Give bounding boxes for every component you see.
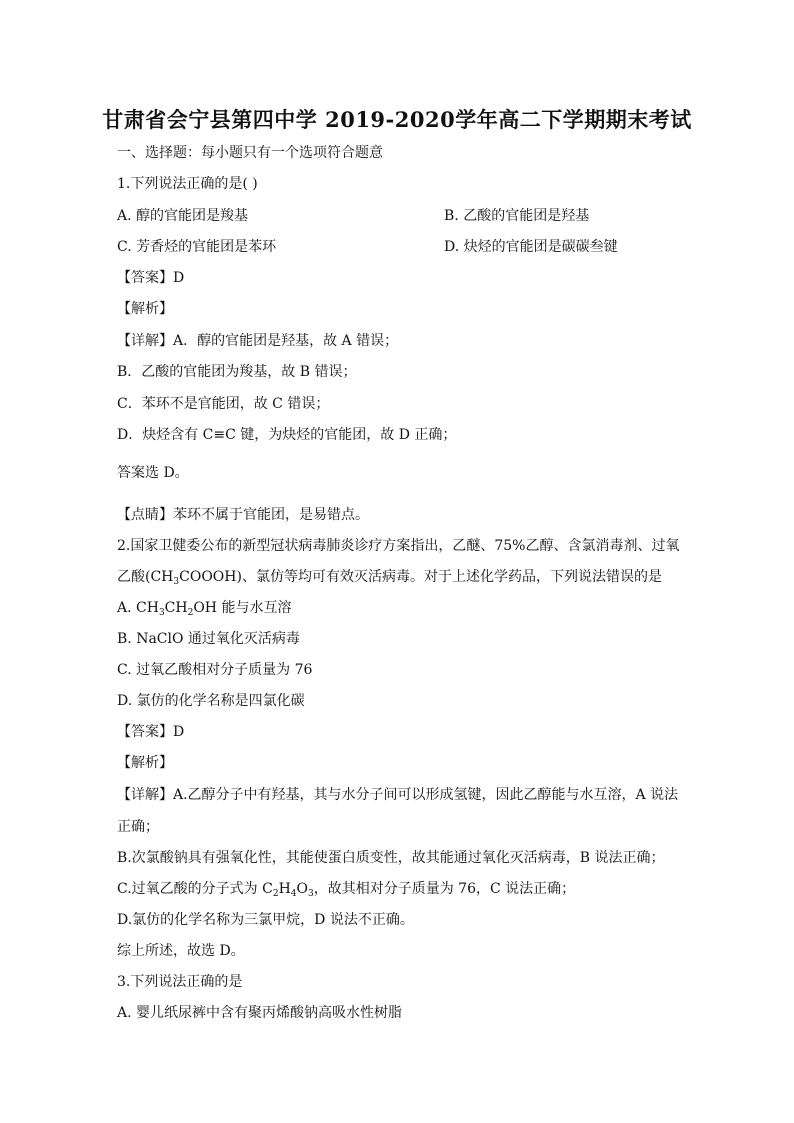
q1-option-a: A. 醇的官能团是羧基 [117,208,249,224]
q2-option-d: D. 氯仿的化学名称是四氯化碳 [117,693,305,709]
q1-answer: 【答案】D [117,270,185,286]
q1-tip: 【点睛】苯环不属于官能团，是易错点。 [117,507,369,523]
q1-detail-c: C．苯环不是官能团，故 C 错误； [117,396,330,412]
q2-option-a: A. $CH_3CH_2OH$ 能与水互溶 [117,600,292,618]
q1-detail-a: 【详解】A．醇的官能团是羟基，故 A 错误； [117,333,399,349]
q2-analysis-label: 【解析】 [117,755,173,771]
section-heading: 一、选择题：每小题只有一个选项符合题意 [117,145,383,161]
q2-detail-b: B.次氯酸钠具有强氧化性，其能使蛋白质变性，故其能通过氧化灭活病毒，B 说法正确； [117,850,665,866]
q2-conclusion: 综上所述，故选 D。 [117,943,245,959]
q2-detail-c: C.过氧乙酸的分子式为 $C_2H_4O_3$，故其相对分子质量为 76，C 说法正确； [117,881,576,899]
q3-option-a: A. 婴儿纸尿裤中含有聚丙烯酸钠高吸水性树脂 [117,1005,403,1021]
q1-stem: 1.下列说法正确的是( ) [117,176,258,192]
q2-stem-line2: 乙酸$(CH_3COOOH)$、氯仿等均可有效灭活病毒。对于上述化学药品，下列说法错误的是 [117,569,662,587]
q2-option-b: B. NaClO 通过氧化灭活病毒 [117,631,300,647]
q2-detail-d: D.氯仿的化学名称为三氯甲烷，D 说法不正确。 [117,912,414,928]
q2-detail-a-line2: 正确； [117,819,159,835]
q1-option-b: B. 乙酸的官能团是羟基 [444,208,590,224]
q2-answer: 【答案】D [117,724,185,740]
q2-stem-line1: 2.国家卫健委公布的新型冠状病毒肺炎诊疗方案指出，乙醚、75%乙醇、含氯消毒剂、过氧 [117,538,680,554]
q3-stem: 3.下列说法正确的是 [117,974,243,990]
q2-option-c: C. 过氧乙酸相对分子质量为 76 [117,662,313,678]
q1-conclusion: 答案选 D。 [117,465,189,481]
q1-detail-b: B．乙酸的官能团为羧基，故 B 错误； [117,364,357,380]
q1-detail-d: D．炔烃含有 C≡C 键，为炔烃的官能团，故 D 正确； [117,427,457,443]
q2-detail-a-line1: 【详解】A.乙醇分子中有羟基，其与水分子间可以形成氢键，因此乙醇能与水互溶，A 说法 [117,787,679,803]
q1-analysis-label: 【解析】 [117,301,173,317]
page-title: 甘肃省会宁县第四中学 2019-2020学年高二下学期期末考试 [102,107,692,132]
q1-option-d: D. 炔烃的官能团是碳碳叁键 [444,239,618,255]
q1-option-c: C. 芳香烃的官能团是苯环 [117,239,277,255]
